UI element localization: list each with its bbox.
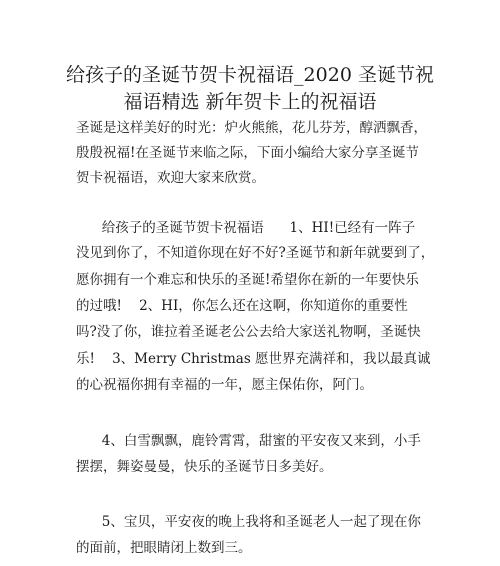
greeting-5-line-1: 5、宝贝，平安夜的晚上我将和圣诞老人一起了现在你	[76, 514, 421, 530]
intro-line-3: 贺卡祝福语，欢迎大家来欣赏。	[76, 170, 265, 186]
greeting-5-line-2: 的面前，把眼睛闭上数到三。	[76, 540, 252, 556]
greeting-4-line-1: 4、白雪飘飘，鹿铃霄霄，甜蜜的平安夜又来到，小手	[76, 433, 421, 449]
greeting-line-6: 乐! 3、Merry Christmas 愿世界充满祥和，我以最真诚	[76, 351, 431, 367]
greeting-4-line-2: 摆摆，舞姿曼曼，快乐的圣诞节日多美好。	[76, 459, 333, 475]
document-title-line-1: 给孩子的圣诞节贺卡祝福语_2020 圣诞节祝	[66, 64, 434, 86]
intro-line-1: 圣诞是这样美好的时光：炉火熊熊，花儿芬芳，醇洒飘香，	[76, 120, 427, 136]
greeting-line-1: 给孩子的圣诞节贺卡祝福语 1、HI!已经有一阵子	[76, 220, 416, 236]
greeting-line-5: 吗?没了你，谁拉着圣诞老公公去给大家送礼物啊，圣诞快	[76, 324, 421, 340]
document-title-line-2: 福语精选 新年贺卡上的祝福语	[123, 91, 377, 113]
greeting-line-3: 愿你拥有一个难忘和快乐的圣诞!希望你在新的一年要快乐	[76, 272, 419, 288]
greeting-line-4: 的过哦! 2、HI，你怎么还在这啊，你知道你的重要性	[76, 298, 408, 314]
greeting-line-2: 没见到你了，不知道你现在好不好?圣诞节和新年就要到了，	[76, 245, 435, 261]
greeting-line-7: 的心祝福你拥有幸福的一年，愿主保佑你，阿门。	[76, 377, 373, 393]
intro-line-2: 殷殷祝福!在圣诞节来临之际，下面小编给大家分享圣诞节	[76, 145, 419, 161]
